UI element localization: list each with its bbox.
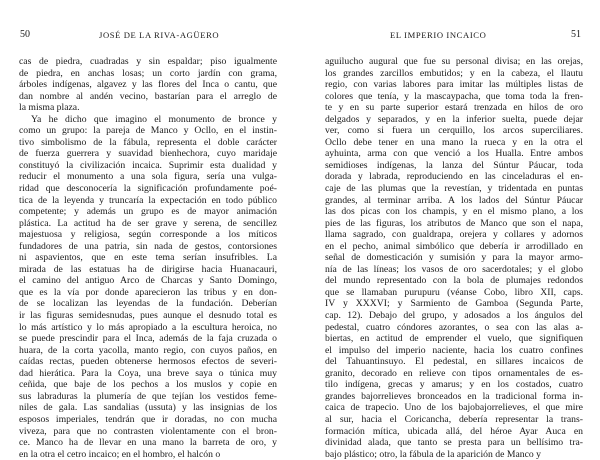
text-line: niles de gala. Las sandalias (ussuta) y las insignias de los: [19, 402, 277, 414]
text-line: ni aspavientos, que en este tema serían insufribles. La: [19, 252, 277, 264]
right-running-title: EL IMPERIO INCAICO: [390, 30, 487, 40]
text-line: formación mítica, ubicada allá, del héroe Ayar Auca en: [325, 425, 583, 437]
text-line: regio, con varias labores para imitar las múltiples listas de: [325, 79, 583, 91]
left-page-body: [19, 56, 277, 460]
text-line: caje de las plumas que la revestían, y tridentada en puntas: [325, 183, 583, 195]
text-line: en la otra el cetro incaico; en el hombro, el halcón o: [19, 448, 221, 460]
right-page-body: [325, 56, 583, 460]
text-line: biertas, en actitud de emprender el vuelo, que signifiquen: [325, 333, 583, 345]
text-line: ce. Manco ha de llevar en una mano la barreta de oro, y: [19, 437, 277, 449]
text-line: granito, decorado en relieve con tipos ornamentales de es-: [325, 367, 583, 379]
text-line: tivo simbolismo de la fábula, representa el doble carácter: [19, 136, 277, 148]
text-line: árboles indígenas, algavez y las flores del Inca o cantu, que: [19, 79, 277, 91]
text-line: pies de las figuras, los atributos de Manco que son el napa,: [325, 217, 583, 229]
text-line: sus labraduras la plumería de que tejían los vestidos feme-: [19, 390, 277, 402]
text-line: las dos picas con los champis, y en el mismo plano, a los: [325, 206, 583, 218]
text-line: señal de domesticación y sumisión y para la mayor armo-: [325, 252, 583, 264]
text-line: mirada de las estatuas ha de dirigirse hacia Huanacauri,: [19, 263, 277, 275]
text-line: plástica. La actitud ha de ser grave y serena, de sencillez: [19, 217, 277, 229]
text-line: dorada y labrada, reproduciendo en las cinceladuras el en-: [325, 171, 583, 183]
text-line: el impulso del imperio naciente, hacia los cuatro confines: [325, 344, 583, 356]
text-line: aguilucho augural que fue su personal divisa; en las orejas,: [325, 56, 583, 67]
text-line: competente; y además un grupo es de mayor animación: [19, 206, 277, 218]
text-line: tilo indígena, grecas y amarus; y en los costados, cuatro: [325, 379, 583, 391]
text-line: de piedra, en anchas losas; un corto jardín con grama,: [19, 67, 277, 79]
text-line: del mundo representado con la bola de plumajes redondos: [325, 275, 583, 287]
text-line: grandes, al terminar arriba. A los lados del Súntur Páucar: [325, 194, 583, 206]
text-line: ir las figuras semidesnudas, pues aunque el desnudo total es: [19, 310, 277, 322]
text-line: tica de la leyenda y truncaría la expectación en todo público: [19, 194, 277, 206]
text-line: lo más artístico y lo más apropiado a la escultura heroica, no: [19, 321, 277, 333]
right-page-number: 51: [571, 29, 581, 40]
text-line: colores que tenía, y la mascaypacha, que toma toda la fren-: [325, 90, 583, 102]
text-line: delgados y separados, y en la inferior suelta, puede dejar: [325, 113, 583, 125]
text-line: pedestal, cuatro cóndores azorantes, o sea con las alas a-: [325, 321, 583, 333]
text-line: del Tahuantinsuyo. El pedestal, en sillares incaicos de: [325, 356, 583, 368]
text-line: ceñida, que baje de los pechos a los muslos y copie en: [19, 379, 277, 391]
text-line: dan nombre al andén vecino, bastarían para el arreglo de: [19, 90, 277, 102]
text-line: constituyó la civilización incaica. Suprimir esta dualidad y: [19, 159, 277, 171]
text-line: IV y XXXVI; y Sarmiento de Gamboa (Segunda Parte,: [325, 298, 583, 310]
text-line: caídas rectas, pueden obtenerse hermosos efectos de severi-: [19, 356, 277, 368]
text-line: el camino del antiguo Arco de Charcas y Santo Domingo,: [19, 275, 277, 287]
text-line: bajo plástico; otro, la fábula de la aparición de Manco y: [325, 448, 542, 460]
left-page: [19, 30, 277, 460]
text-line: en el pecho, animal simbólico que debería ir arrodillado en: [325, 240, 583, 252]
text-line: huara, de la corta yacolla, manto regio, con cuyos paños, en: [19, 344, 277, 356]
text-line: divinidad alada, que tanto se presta para un bellísimo tra-: [325, 437, 583, 449]
text-line: se puede prescindir para el Inca, además de la faja cruzada o: [19, 333, 277, 345]
text-line: nía de las líneas; los vasos de oro sacerdotales; y el globo: [325, 263, 583, 275]
text-line: viveza, para que no contrasten violentamente con el bron-: [19, 425, 277, 437]
text-line: dad hierática. Para la Coya, una breve saya o túnica muy: [19, 367, 277, 379]
text-line: como un grupo: la pareja de Manco y Ocllo, en el instin-: [19, 125, 277, 137]
text-line: que es la vía por donde aparecieron las tribus y en don-: [19, 286, 277, 298]
text-line: semidioses indígenas, la lanza del Súntur Páucar, toda: [325, 159, 583, 171]
text-line: la misma plaza.: [19, 102, 80, 114]
text-line: de fuerza guerrera y suavidad bienhechora, cuyo maridaje: [19, 148, 277, 160]
text-line: ridad que desconocería la significación profundamente poé-: [19, 183, 277, 195]
text-line: ayhuinta, arma con que venció a los Hualla. Entre ambos: [325, 148, 583, 160]
text-line: los grandes zarcillos embutidos; y en la cabeza, el llautu: [325, 67, 583, 79]
text-line: llama sagrado, con gualdrapa, orejera y collares y adornos: [325, 229, 583, 241]
text-line: que se llamaban purupuru (véanse Cobo, libro XII, caps.: [325, 286, 583, 298]
right-running-head: [325, 30, 583, 44]
text-line: majestuosa y religiosa, según corresponde a los míticos: [19, 229, 277, 241]
text-line: caica de trapecio. Uno de los bajobajorrelieves, el que mire: [325, 402, 583, 414]
text-line: grandes bajorrelieves bronceados en la tradicional forma in-: [325, 390, 583, 402]
text-line: de se localizan las leyendas de la fundación. Deberían: [19, 298, 277, 310]
text-line: Ya he dicho que imagino el monumento de bronce y: [31, 113, 277, 125]
text-line: al sur, hacia el Coricancha, debería representar la trans-: [325, 413, 583, 425]
left-running-title: JOSÉ DE LA RIVA-AGÜERO: [99, 30, 220, 40]
text-line: te y en su parte superior estará trenzada en hilos de oro: [325, 102, 583, 114]
left-page-number: 50: [20, 29, 30, 40]
text-line: ver, como si fuera un cerquillo, los arcos superciliares.: [325, 125, 583, 137]
text-line: esposos imperiales, tendrán que ir doradas, no con mucha: [19, 413, 277, 425]
left-running-head: [19, 30, 277, 44]
text-line: fundadores de una patria, sin nada de gestos, contorsiones: [19, 240, 277, 252]
text-line: cap. 12). Debajo del grupo, y adosados a los ángulos del: [325, 310, 583, 322]
text-line: Ocllo debe tener en una mano la rueca y en la otra el: [325, 136, 583, 148]
right-page: [325, 30, 583, 460]
text-line: cas de piedra, cuadradas y sin espaldar; piso igualmente: [19, 56, 277, 67]
text-line: reducir el monumento a una sola figura, sería una vulga-: [19, 171, 277, 183]
